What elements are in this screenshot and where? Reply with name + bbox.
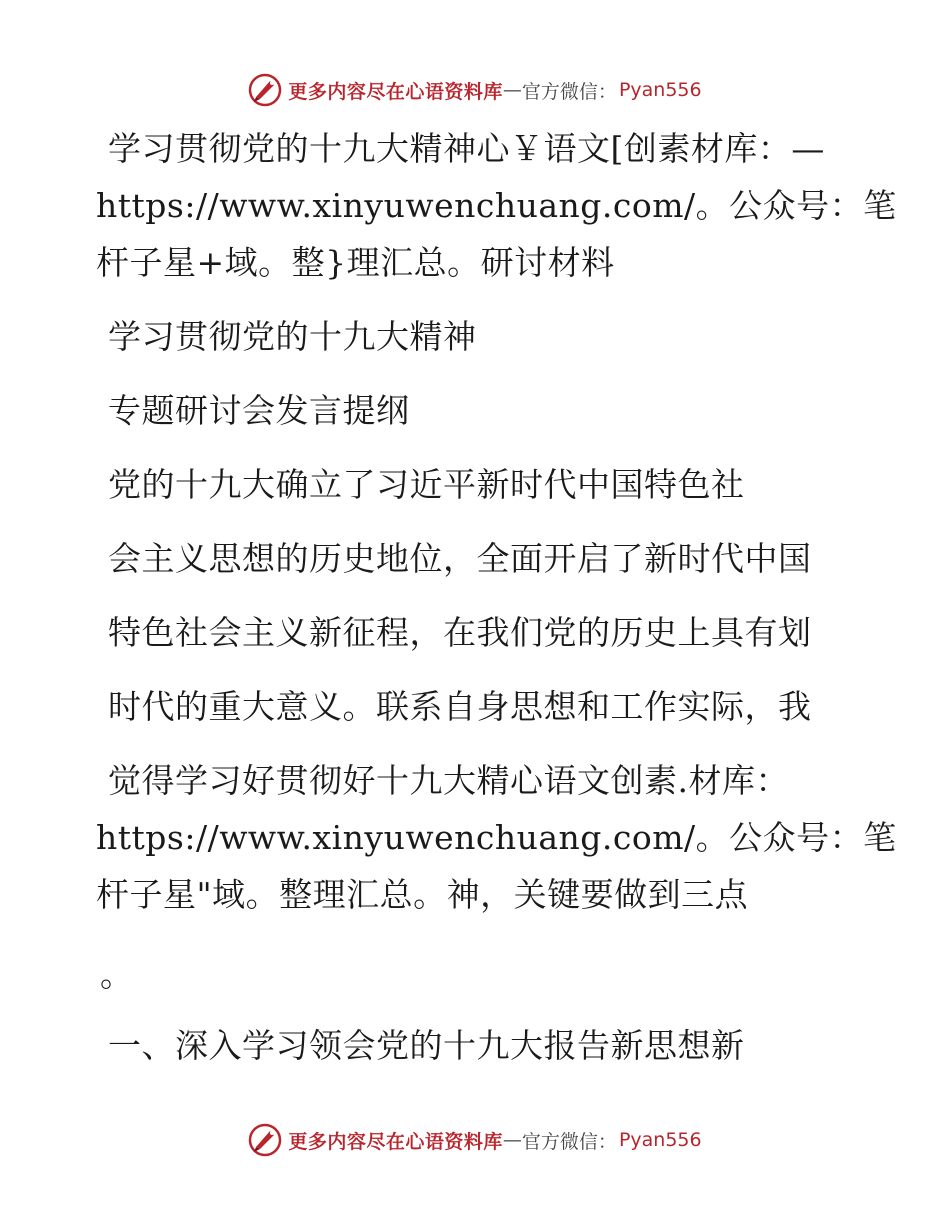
banner-title: 更多内容尽在心语资料库: [288, 80, 503, 103]
section-title: 学习贯彻党的十九大精神: [108, 317, 477, 356]
banner-subtitle: 官方微信：: [521, 80, 617, 103]
text-line: https://www.xinyuwenchuang.com/。公众号：笔: [96, 186, 897, 225]
banner-subtitle: 官方微信：: [521, 1130, 617, 1153]
banner-wechat-id: Pyan556: [618, 1129, 702, 1151]
text-line: 党的十九大确立了习近平新时代中国特色社: [108, 465, 745, 504]
text-line: 杆子星+域。整}理汇总。研讨材料: [96, 243, 615, 282]
text-line: https://www.xinyuwenchuang.com/。公众号：笔: [96, 818, 897, 857]
text-line: 会主义思想的历史地位，全面开启了新时代中国: [108, 539, 812, 578]
banner-separator: —: [502, 1129, 522, 1151]
brand-logo-icon: [248, 73, 282, 107]
section-heading: 一、深入学习领会党的十九大报告新思想新: [108, 1026, 745, 1065]
text-line: 特色社会主义新征程，在我们党的历史上具有划: [108, 613, 812, 652]
text-line: 。: [100, 955, 134, 994]
footer-banner: [0, 1120, 950, 1160]
text-line: 杆子星"域。整理汇总。神，关键要做到三点: [96, 875, 749, 914]
brand-logo-icon: [248, 1123, 282, 1157]
banner-separator: —: [502, 79, 522, 101]
banner-title: 更多内容尽在心语资料库: [288, 1130, 503, 1153]
text-line: 学习贯彻党的十九大精神心￥语文[创素材库：—: [108, 129, 825, 168]
text-line: 时代的重大意义。联系自身思想和工作实际，我: [108, 687, 812, 726]
header-banner: [0, 70, 950, 110]
section-subtitle: 专题研讨会发言提纲: [108, 391, 410, 430]
banner-wechat-id: Pyan556: [618, 79, 702, 101]
text-line: 觉得学习好贯彻好十九大精心语文创素.材库：: [108, 761, 789, 800]
